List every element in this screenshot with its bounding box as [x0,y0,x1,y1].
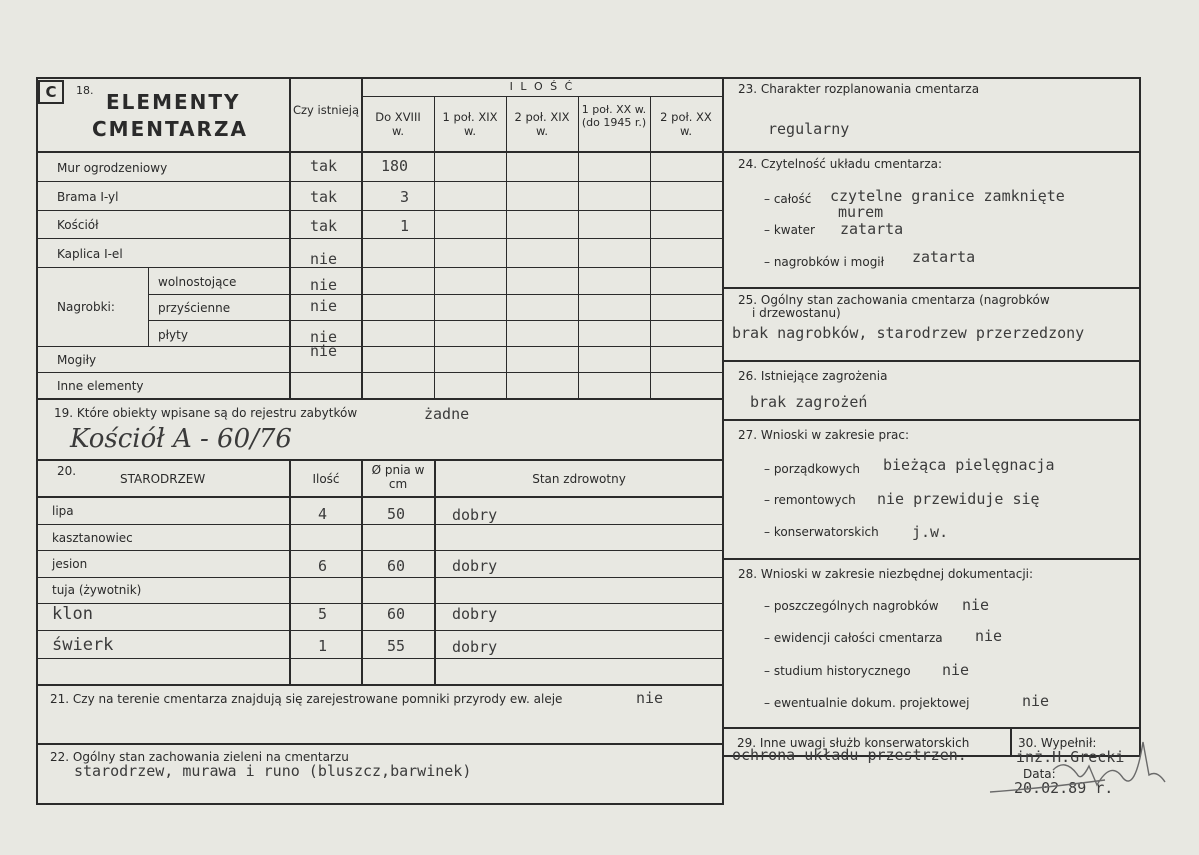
table20-col-ilosc: Ilość [312,472,340,486]
row-line [36,550,723,551]
row-label-plyty: płyty [158,328,188,342]
section-27-label: 27. Wnioski w zakresie prac: [738,428,910,442]
section-21-bottom-line [36,743,724,745]
frame-right [1139,77,1141,757]
date-value: 20.02.89 r. [1014,779,1114,797]
tree-pnia-lipa: 50 [387,505,406,523]
frame-middle [722,77,724,805]
section-22-value: starodrzew, murawa i runo (bluszcz,barwinek) [74,762,472,780]
frame-left [36,77,38,805]
section-19-value: żadne [424,405,470,423]
section-27-porzadkowych-label: – porządkowych [764,462,860,476]
tree-pnia-swierk: 55 [387,637,406,655]
nagrobki-label: Nagrobki: [57,300,115,314]
tree-name-kasztanowiec: kasztanowiec [52,531,133,545]
ilosc-underline [361,96,723,97]
value-d1-mur: 180 [381,157,409,175]
row-line [36,603,723,604]
nagrobki-split-line [148,267,149,346]
col-header-2: 1 poł. XIX w. [442,110,498,138]
value-czy-brama: tak [310,188,338,206]
section-27-porzadkowych-value: bieżąca pielęgnacja [883,456,1055,474]
table18-bottom-line [36,398,724,400]
col-line-d2 [434,97,435,399]
header-bottom-line [36,151,724,153]
section-27-konserwatorskich-value: j.w. [912,523,949,541]
section-25-value: brak nagrobków, starodrzew przerzedzony [732,324,1085,342]
section-28-bottom [722,727,1141,729]
section-24-calosc-label: – całość [764,192,812,206]
tree-stan-lipa: dobry [452,506,498,524]
value-d1-brama: 3 [400,188,410,206]
row-label-brama: Brama I-yl [57,190,119,204]
row-label-kaplica: Kaplica I-el [57,247,123,261]
section-28-a-label: – poszczególnych nagrobków [764,599,939,613]
section-28-d-value: nie [1022,692,1050,710]
signature-image [985,730,1175,805]
section-28-d-label: – ewentualnie dokum. projektowej [764,696,970,710]
section-24-bottom [722,287,1141,289]
frame-top-left [36,77,724,79]
row-label-mogily: Mogiły [57,353,97,367]
tree-ilosc-klon: 5 [318,605,328,623]
section-23-label: 23. Charakter rozplanowania cmentarza [738,82,980,96]
row-line [36,346,723,347]
tree-ilosc-jesion: 6 [318,557,328,575]
section-24-label: 24. Czytelność układu cmentarza: [738,157,943,171]
section-27-konserwatorskich-label: – konserwatorskich [764,525,879,539]
table20-col-line1 [289,459,291,685]
section-24-calosc-value: czytelne granice zamknięte [830,187,1065,205]
tree-stan-jesion: dobry [452,557,498,575]
tree-ilosc-swierk: 1 [318,637,328,655]
section-26-bottom [722,419,1141,421]
col-header-3: 2 poł. XIX w. [514,110,570,138]
value-czy-przyscienne: nie [310,297,338,315]
section-27-remontowych-label: – remontowych [764,493,856,507]
table20-header-bottom [36,496,724,498]
section-28-b-value: nie [975,627,1003,645]
section-27-bottom [722,558,1141,560]
frame-top-right [722,77,1141,79]
section-28-c-label: – studium historycznego [764,664,911,678]
table20-col-pnia: Ø pnia w cm [371,463,425,491]
row-line [36,630,723,631]
section-21-value: nie [636,689,664,707]
value-czy-mogily: nie [310,342,338,360]
value-d1-kosciol: 1 [400,217,410,235]
row-label-mur: Mur ogrodzeniowy [57,161,168,175]
table20-col-stan: Stan zdrowotny [532,472,626,486]
value-czy-kaplica: nie [310,250,338,268]
section-19-label: 19. Które obiekty wpisane są do rejestru zabytków [54,406,358,420]
section-24-kwater-value: zatarta [840,220,904,238]
section-18-number: 18. [76,84,94,97]
section-24-nagrobki-label: – nagrobków i mogił [764,255,885,269]
section-29-label: 29. Inne uwagi służb konserwatorskich [737,736,970,750]
tree-stan-klon: dobry [452,605,498,623]
tree-pnia-klon: 60 [387,605,406,623]
section-30-label: 30. Wypełnił: [1018,736,1097,750]
row-line [36,577,723,578]
col-line-d3 [506,97,507,399]
section-22-label: 22. Ogólny stan zachowania zieleni na cmentarzu [50,750,349,764]
section-23-value: regularny [768,120,850,138]
value-czy-plyty: nie [310,328,338,346]
row-line [148,294,723,295]
section-25-label2: i drzewostanu) [752,306,841,320]
value-czy-kosciol: tak [310,217,338,235]
col-ilosc-header: I L O Ś Ć [509,80,575,93]
tree-name-swierk: świerk [52,635,114,655]
row-line [36,658,723,659]
section-28-label: 28. Wnioski w zakresie niezbędnej dokumentacji: [738,567,1034,581]
col-header-4: 1 poł. XX w. (do 1945 r.) [581,103,647,129]
col-line-d4 [578,97,579,399]
section-27-remontowych-value: nie przewiduje się [877,490,1040,508]
card-letter-box: C [38,80,64,104]
row-label-kosciol: Kościół [57,218,99,232]
row-line [36,238,723,239]
section-29-value: ochrona układu przestrzen. [732,746,967,764]
section-26-value: brak zagrożeń [750,393,868,411]
section-25-label1: 25. Ogólny stan zachowania cmentarza (nagrobków [738,293,1050,307]
value-czy-mur: tak [310,157,338,175]
table20-top-line [36,459,724,461]
tree-name-jesion: jesion [52,557,88,571]
row-line [36,210,723,211]
section-25-bottom [722,360,1141,362]
section-20-title: STARODRZEW [120,472,206,486]
row-line [36,181,723,182]
section-24-nagrobki-value: zatarta [912,248,976,266]
tree-name-klon: klon [52,604,93,624]
section-26-label: 26. Istniejące zagrożenia [738,369,888,383]
tree-ilosc-lipa: 4 [318,505,328,523]
row-line [36,372,723,373]
col-header-5: 2 poł. XX w. [660,110,712,138]
table20-bottom-line [36,684,724,686]
col-line-d5 [650,97,651,399]
section-28-c-value: nie [942,661,970,679]
row-label-wolnostojace: wolnostojące [158,275,237,289]
section-23-bottom [722,151,1141,153]
tree-stan-swierk: dobry [452,638,498,656]
row-label-przyscienne: przyścienne [158,301,231,315]
title-line1: ELEMENTY [106,90,241,114]
col-czy-header: Czy istnieją [292,103,360,117]
section-24-kwater-label: – kwater [764,223,815,237]
table20-col-line2 [361,459,363,685]
row-label-inne: Inne elementy [57,379,144,393]
tree-pnia-jesion: 60 [387,557,406,575]
section-28-a-value: nie [962,596,990,614]
row-line [148,320,723,321]
table20-col-line3 [434,459,436,685]
row-line [36,267,723,268]
title-line2: CMENTARZA [92,117,248,141]
value-czy-wolnostojace: nie [310,276,338,294]
row-line [36,524,723,525]
col-header-1: Do XVIII w. [375,110,421,138]
section-20-number: 20. [57,464,77,478]
section-21-label: 21. Czy na terenie cmentarza znajdują się zarejestrowane pomniki przyrody ew. aleje [50,692,563,706]
date-label: Data: [1023,767,1056,781]
section-30-value: inż.H.Grecki [1016,748,1125,766]
section-28-b-label: – ewidencji całości cmentarza [764,631,943,645]
tree-name-lipa: lipa [52,504,74,518]
section-24-calosc-value2: murem [838,203,884,221]
frame-bottom-left [36,803,724,805]
section-19-handwritten: Kościół A - 60/76 [70,424,292,454]
tree-name-tuja: tuja (żywotnik) [52,583,142,597]
